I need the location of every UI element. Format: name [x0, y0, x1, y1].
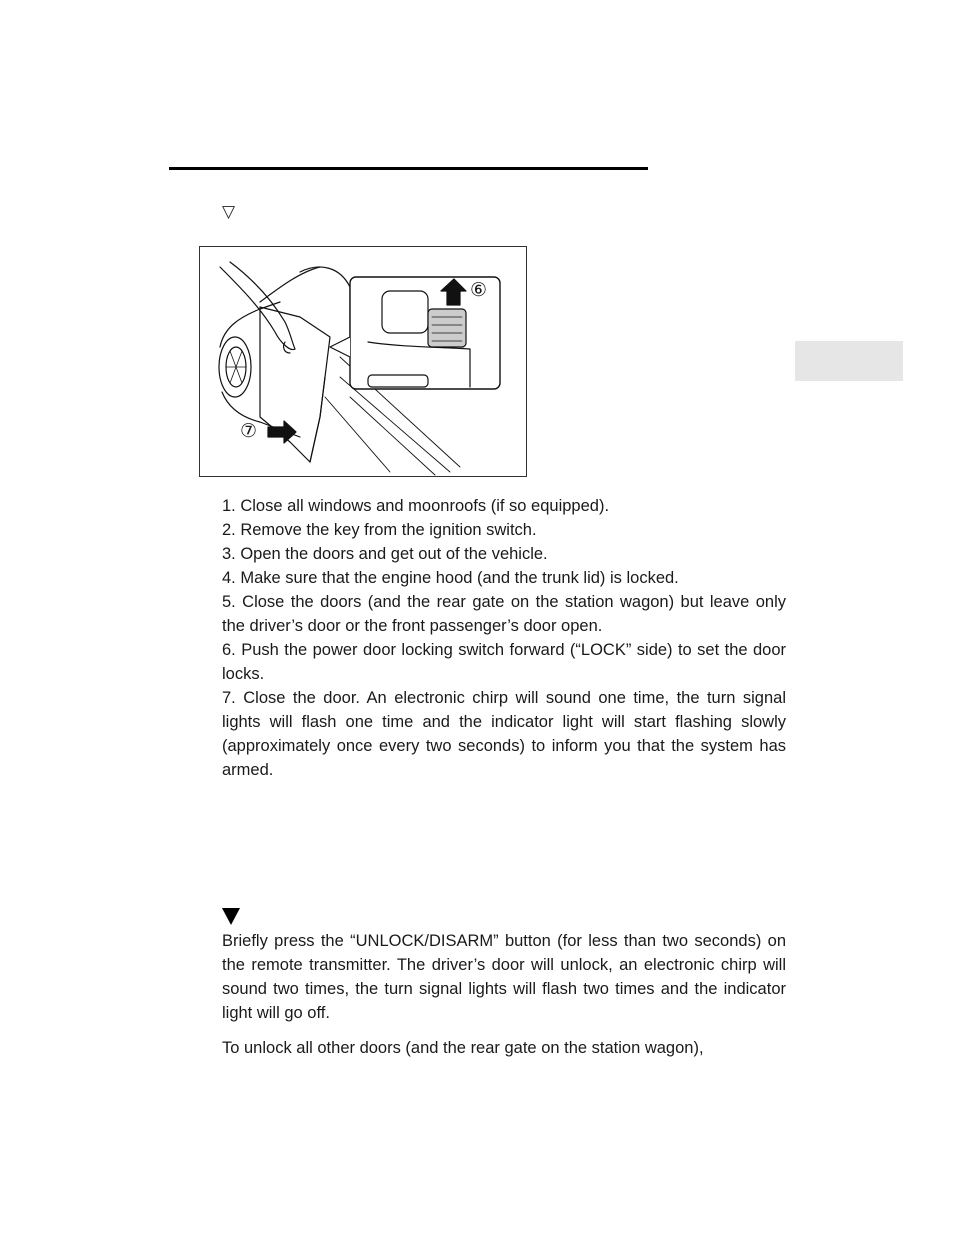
- unlock-other-doors-paragraph: To unlock all other doors (and the rear gate on the station wagon),: [222, 1039, 704, 1057]
- step-item: 1. Close all windows and moonroofs (if so equipped).: [222, 497, 610, 515]
- callout-6-label: ⑥: [470, 280, 488, 301]
- callout-7-label: ⑦: [240, 421, 258, 442]
- arming-steps-list: [222, 494, 786, 782]
- disarm-paragraph: Briefly press the “UNLOCK/DISARM” button (for less than two seconds) on the remote transmitter. The driver’s door will unlock, an electronic chirp will sound two times, the turn signal lights will flash two times and the indicator light will go off.: [222, 932, 786, 1022]
- open-triangle-icon: ▽: [222, 202, 236, 221]
- step-item: 2. Remove the key from the ignition switch.: [222, 521, 537, 539]
- section-rule: [169, 167, 648, 170]
- door-lock-illustration: [199, 246, 527, 477]
- step-item: 5. Close the doors (and the rear gate on the station wagon) but leave only the driver’s door or the front passenger’s door open.: [222, 593, 786, 635]
- step-item: 7. Close the door. An electronic chirp will sound one time, the turn signal lights will flash one time and the indicator light will start flashing slowly (approximately once every two seconds) to inform you that the system has armed.: [222, 689, 786, 779]
- step-item: 4. Make sure that the engine hood (and the trunk lid) is locked.: [222, 569, 679, 587]
- section-tab: [795, 341, 903, 381]
- step-item: 3. Open the doors and get out of the vehicle.: [222, 545, 548, 563]
- filled-triangle-icon: [222, 908, 240, 925]
- step-item: 6. Push the power door locking switch forward (“LOCK” side) to set the door locks.: [222, 641, 786, 683]
